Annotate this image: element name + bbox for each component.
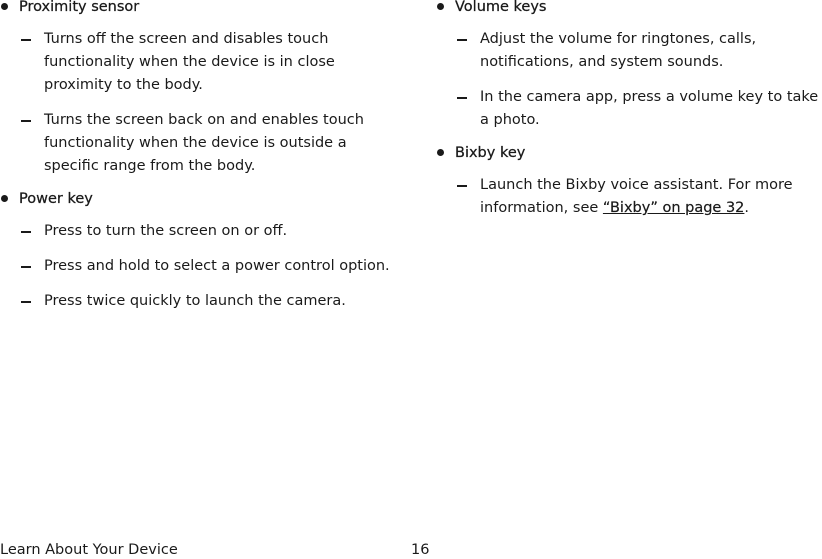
item-text: Turns the screen back on and enables touch functionality when the device is outside a specific range from the body. bbox=[44, 112, 364, 174]
volume-keys-section bbox=[436, 0, 822, 132]
dash-icon bbox=[457, 97, 467, 99]
section-heading bbox=[0, 0, 395, 16]
section-heading bbox=[0, 190, 395, 208]
item-list bbox=[0, 28, 395, 178]
item-text: In the camera app, press a volume key to take a photo. bbox=[480, 89, 819, 128]
section-heading bbox=[436, 144, 822, 162]
list-item bbox=[0, 220, 395, 243]
list-item bbox=[0, 290, 395, 313]
section-heading bbox=[436, 0, 822, 16]
item-list bbox=[436, 28, 822, 132]
list-item bbox=[436, 86, 822, 132]
item-text-suffix: . bbox=[744, 200, 750, 216]
item-text: Launch the Bixby voice assistant. For more information, see bbox=[480, 177, 793, 216]
list-item bbox=[436, 28, 822, 74]
bixby-page-link[interactable]: “Bixby” on page 32 bbox=[602, 200, 745, 216]
bullet-icon bbox=[437, 3, 444, 10]
item-text: Adjust the volume for ringtones, calls, notifications, and system sounds. bbox=[480, 31, 757, 70]
dash-icon bbox=[21, 301, 31, 303]
item-list bbox=[0, 220, 395, 313]
power-key-section bbox=[0, 190, 395, 313]
dash-icon bbox=[21, 120, 31, 122]
bullet-icon bbox=[437, 149, 444, 156]
heading-text: Power key bbox=[19, 191, 93, 207]
dash-icon bbox=[457, 185, 467, 187]
page-number: 16 bbox=[411, 542, 430, 558]
list-item bbox=[0, 28, 395, 97]
dash-icon bbox=[21, 39, 31, 41]
list-item bbox=[0, 109, 395, 178]
bullet-icon bbox=[1, 3, 8, 10]
heading-text: Bixby key bbox=[455, 145, 526, 161]
bixby-key-section bbox=[436, 144, 822, 220]
item-text: Press to turn the screen on or off. bbox=[44, 223, 288, 239]
item-text: Press twice quickly to launch the camera. bbox=[44, 293, 346, 309]
list-item bbox=[436, 174, 822, 220]
item-list bbox=[436, 174, 822, 220]
proximity-sensor-section bbox=[0, 0, 395, 178]
list-item bbox=[0, 255, 395, 278]
dash-icon bbox=[457, 39, 467, 41]
left-column bbox=[0, 0, 395, 313]
heading-text: Proximity sensor bbox=[19, 0, 140, 15]
heading-text: Volume keys bbox=[455, 0, 547, 15]
bullet-icon bbox=[1, 195, 8, 202]
item-text: Press and hold to select a power control option. bbox=[44, 258, 390, 274]
item-text: Turns off the screen and disables touch functionality when the device is in close proximity to the body. bbox=[44, 31, 335, 93]
right-column bbox=[436, 0, 822, 220]
dash-icon bbox=[21, 266, 31, 268]
footer-section-title: Learn About Your Device bbox=[0, 542, 178, 558]
dash-icon bbox=[21, 231, 31, 233]
